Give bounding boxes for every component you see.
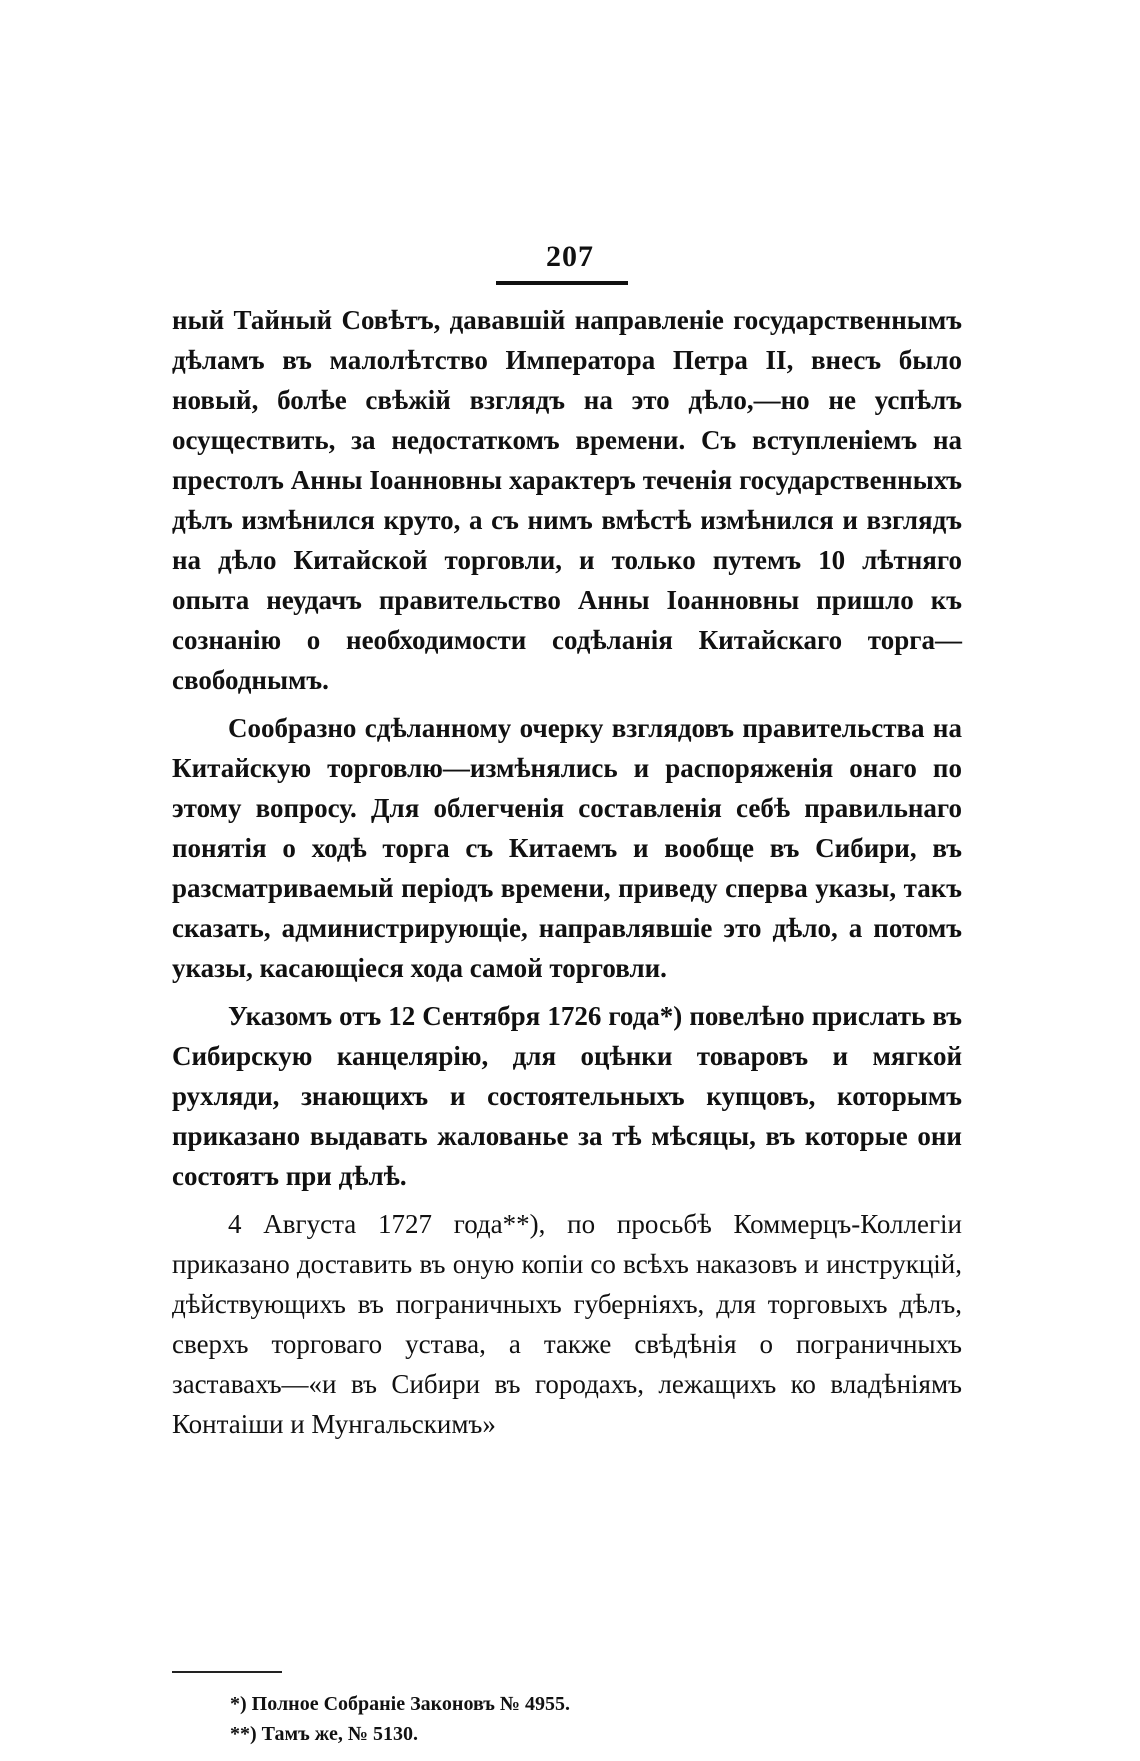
paragraph: Указомъ отъ 12 Сентября 1726 года*) повелѣно прислать въ Сибирскую канцелярію, для оцѣнки товаровъ и мягкой рухляди, знающихъ и состоятельныхъ купцовъ, которымъ приказано выдавать жалованье за тѣ мѣсяцы, въ которые они состоятъ при дѣлѣ. <box>172 1001 962 1191</box>
paragraph: 4 Августа 1727 года**), по просьбѣ Коммерцъ-Коллегіи приказано доставить въ оную копіи со всѣхъ наказовъ и инструкцій, дѣйствующихъ въ пограничныхъ губерніяхъ, для торговыхъ дѣлъ, сверхъ торговаго устава, а также свѣдѣнія о пограничныхъ заставахъ—«и въ Сибири въ городахъ, лежащихъ ко владѣніямъ Контаіши и Мунгальскимъ» <box>172 1209 962 1439</box>
footnote: *) Полное Собраніе Законовъ № 4955. <box>230 1693 570 1715</box>
footnote-rule <box>172 1671 282 1673</box>
paragraph: Сообразно сдѣланному очерку взглядовъ правительства на Китайскую торговлю—измѣнялись и распоряженія онаго по этому вопросу. Для облегченія составленія себѣ правильнаго понятія о ходѣ торга съ Китаемъ и вообще въ Сибири, въ разсматриваемый періодъ времени, приведу сперва указы, такъ сказать, администрирующіе, направлявшіе это дѣло, а потомъ указы, касающіеся хода самой торговли. <box>172 713 962 983</box>
body-text <box>172 300 962 1444</box>
page-number: 207 <box>546 240 594 273</box>
footnote: **) Тамъ же, № 5130. <box>230 1723 418 1745</box>
header-rule <box>496 281 628 285</box>
footnotes <box>230 1689 570 1749</box>
paragraph: ный Тайный Совѣтъ, дававшій направленіе государственнымъ дѣламъ въ малолѣтство Императора Петра II, внесъ было новый, болѣе свѣжій взглядъ на это дѣло,—но не успѣлъ осуществить, за недостаткомъ времени. Съ вступленіемъ на престолъ Анны Іоанновны характеръ теченія государственныхъ дѣлъ измѣнился круто, а съ нимъ вмѣстѣ измѣнился и взглядъ на дѣло Китайской торговли, и только путемъ 10 лѣтняго опыта неудачъ правительство Анны Іоанновны пришло къ сознанію о необходимости содѣланія Китайскаго торга—свободнымъ. <box>172 305 962 695</box>
